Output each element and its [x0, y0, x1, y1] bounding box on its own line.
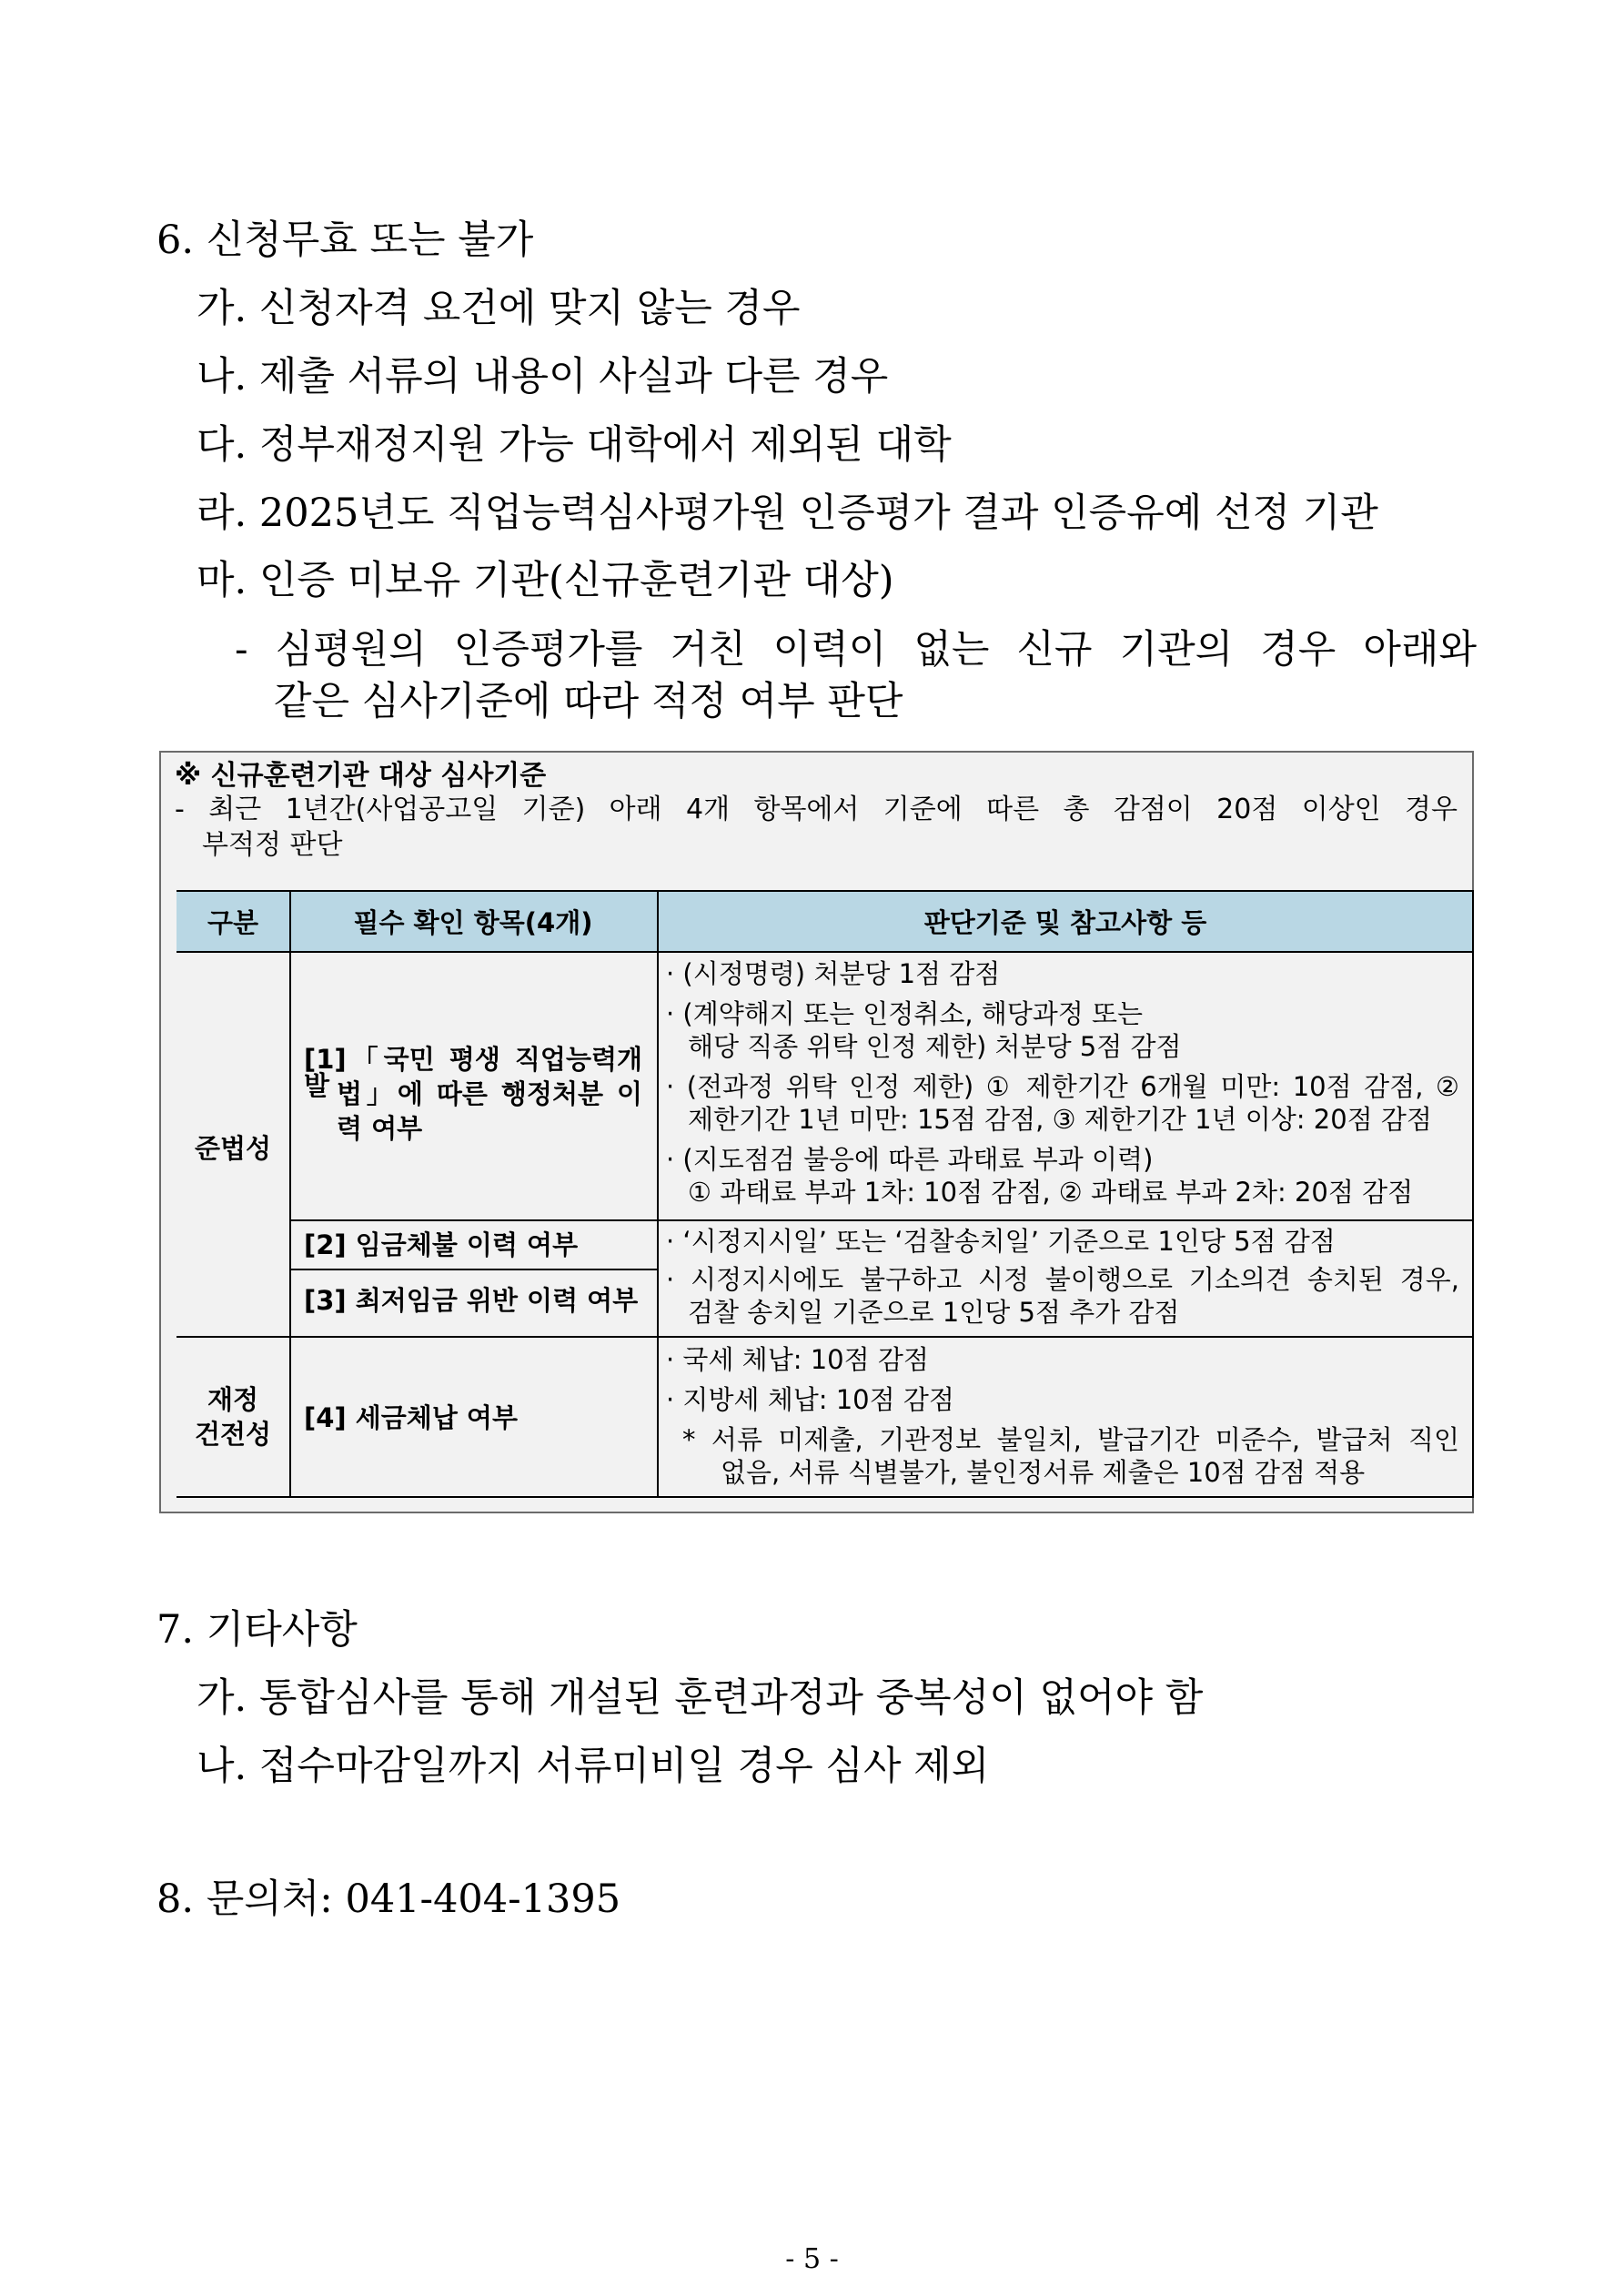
table-rule: [177, 890, 1474, 892]
item-1-line-1: [1]「국민 평생 직업능력개발: [304, 1044, 642, 1101]
criteria-full-restriction-line-2: 제한기간 1년 미만: 15점 감점, ③ 제한기간 1년 이상: 20점 감점: [688, 1104, 1432, 1135]
table-rule: [177, 1496, 1474, 1498]
category-compliance: 준법성: [194, 1133, 272, 1164]
section-6-item-ra: 라. 2025년도 직업능력심사평가원 인증평가 결과 인증유예 선정 기관: [197, 491, 1378, 536]
criteria-box-desc-1: - 최근 1년간(사업공고일 기준) 아래 4개 항목에서 기준에 따른 총 감점이 20점 이상인 경우: [175, 794, 1458, 825]
criteria-fine-line-1: · (지도점검 불응에 따른 과태료 부과 이력): [666, 1144, 1154, 1175]
criteria-wage-arrears: · ‘시정지시일’ 또는 ‘검찰송치일’ 기준으로 1인당 5점 감점: [666, 1226, 1336, 1257]
section-6-item-ga: 가. 신청자격 요건에 맞지 않는 경우: [197, 286, 801, 331]
criteria-indictment-line-2: 검찰 송치일 기준으로 1인당 5점 추가 감점: [688, 1297, 1180, 1328]
item-2: [2] 임금체불 이력 여부: [304, 1229, 579, 1260]
table-rule: [289, 1269, 657, 1270]
table-header-category: 구분: [177, 890, 289, 952]
table-header-items: 필수 확인 항목(4개): [289, 890, 657, 952]
item-3: [3] 최저임금 위반 이력 여부: [304, 1285, 639, 1316]
section-7-title: 7. 기타사항: [156, 1607, 358, 1653]
criteria-contract-termination-line-2: 해당 직종 위탁 인정 제한) 처분당 5점 감점: [688, 1031, 1182, 1062]
table-rule: [177, 1336, 1474, 1338]
section-6-item-da: 다. 정부재정지원 가능 대학에서 제외된 대학: [197, 422, 952, 468]
criteria-indictment-line-1: · 시정지시에도 불구하고 시정 불이행으로 기소의견 송치된 경우,: [666, 1264, 1459, 1295]
page-number: - 5 -: [785, 2243, 839, 2275]
criteria-note-line-2: 없음, 서류 식별불가, 불인정서류 제출은 10점 감점 적용: [721, 1457, 1366, 1488]
section-7-item-ga: 가. 통합심사를 통해 개설된 훈련과정과 중복성이 없어야 함: [197, 1675, 1204, 1721]
table-rule: [289, 1219, 1474, 1221]
item-4: [4] 세금체납 여부: [304, 1402, 518, 1433]
category-finance-line-2: 건전성: [194, 1419, 272, 1450]
section-6-sub-line-2: 같은 심사기준에 따라 적정 여부 판단: [274, 679, 903, 724]
criteria-national-tax: · 국세 체납: 10점 감점: [666, 1344, 929, 1375]
criteria-contract-termination-line-1: · (계약해지 또는 인정취소, 해당과정 또는: [666, 998, 1144, 1029]
section-6-item-ma: 마. 인증 미보유 기관(신규훈련기관 대상): [197, 558, 894, 603]
item-1-line-2: 법」에 따른 행정처분 이: [337, 1078, 642, 1109]
category-finance-line-1: 재정: [207, 1384, 259, 1415]
criteria-box-desc-2: 부적정 판단: [202, 829, 343, 861]
criteria-correction-order: · (시정명령) 처분당 1점 감점: [666, 958, 1001, 989]
section-6-item-na: 나. 제출 서류의 내용이 사실과 다른 경우: [197, 354, 889, 400]
table-rule: [289, 890, 291, 1496]
item-1-line-3: 력 여부: [337, 1113, 423, 1144]
section-8-contact: 8. 문의처: 041-404-1395: [156, 1876, 621, 1922]
criteria-full-restriction-line-1: · (전과정 위탁 인정 제한) ① 제한기간 6개월 미만: 10점 감점, ②: [666, 1071, 1459, 1102]
criteria-note-line-1: * 서류 미제출, 기관정보 불일치, 발급기간 미준수, 발급처 직인: [682, 1424, 1459, 1455]
section-7-item-na: 나. 접수마감일까지 서류미비일 경우 심사 제외: [197, 1744, 990, 1789]
criteria-table: [177, 890, 1474, 1505]
table-rule: [177, 951, 1474, 953]
criteria-fine-line-2: ① 과태료 부과 1차: 10점 감점, ② 과태료 부과 2차: 20점 감점: [688, 1177, 1414, 1208]
table-header-criteria: 판단기준 및 참고사항 등: [657, 890, 1474, 952]
section-6-title: 6. 신청무효 또는 불가: [156, 217, 534, 263]
table-rule: [657, 890, 659, 1496]
criteria-local-tax: · 지방세 체납: 10점 감점: [666, 1384, 954, 1415]
section-6-sub-line-1: - 심평원의 인증평가를 거친 이력이 없는 신규 기관의 경우 아래와: [235, 627, 1477, 673]
criteria-box-title: ※ 신규훈련기관 대상 심사기준: [175, 760, 547, 792]
table-rule: [1472, 890, 1474, 1496]
